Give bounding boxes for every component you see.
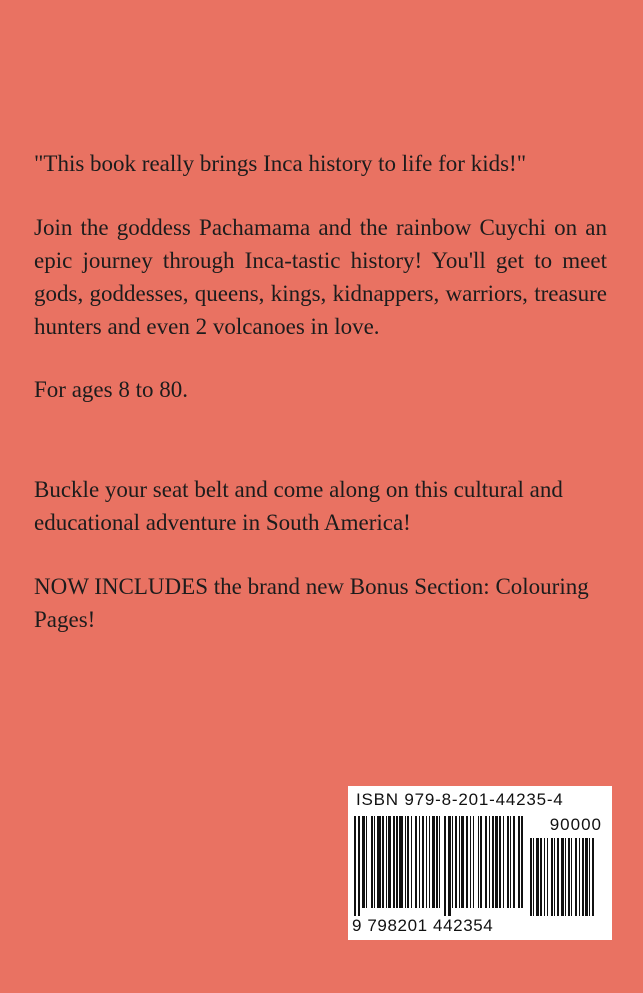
addon-digits: 90000 (549, 815, 602, 834)
invitation-text: Buckle your seat belt and come along on this cultural and educational adventure in South America! (34, 477, 563, 536)
back-cover-blurb (34, 148, 607, 668)
addon-barcode-bars (530, 838, 602, 930)
age-range: For ages 8 to 80. (34, 377, 188, 403)
isbn-barcode (348, 786, 612, 940)
ean-barcode-bars (354, 816, 524, 918)
spacer (34, 438, 607, 474)
book-description: Join the goddess Pachamama and the rainbow Cuychi on an epic journey through Inca-tastic history! You'll get to meet gods, goddesses, queens, kings, kidnappers, warriors, treasure hunters and even 2 volcanoes in love. (34, 214, 607, 339)
ean-digits: 9 798201 442354 (352, 916, 494, 935)
isbn-label: ISBN 979-8-201-44235-4 (356, 790, 564, 809)
review-quote: "This book really brings Inca history to life for kids!" (34, 151, 527, 176)
bonus-note: NOW INCLUDES the brand new Bonus Section: Colouring Pages! (34, 574, 589, 632)
